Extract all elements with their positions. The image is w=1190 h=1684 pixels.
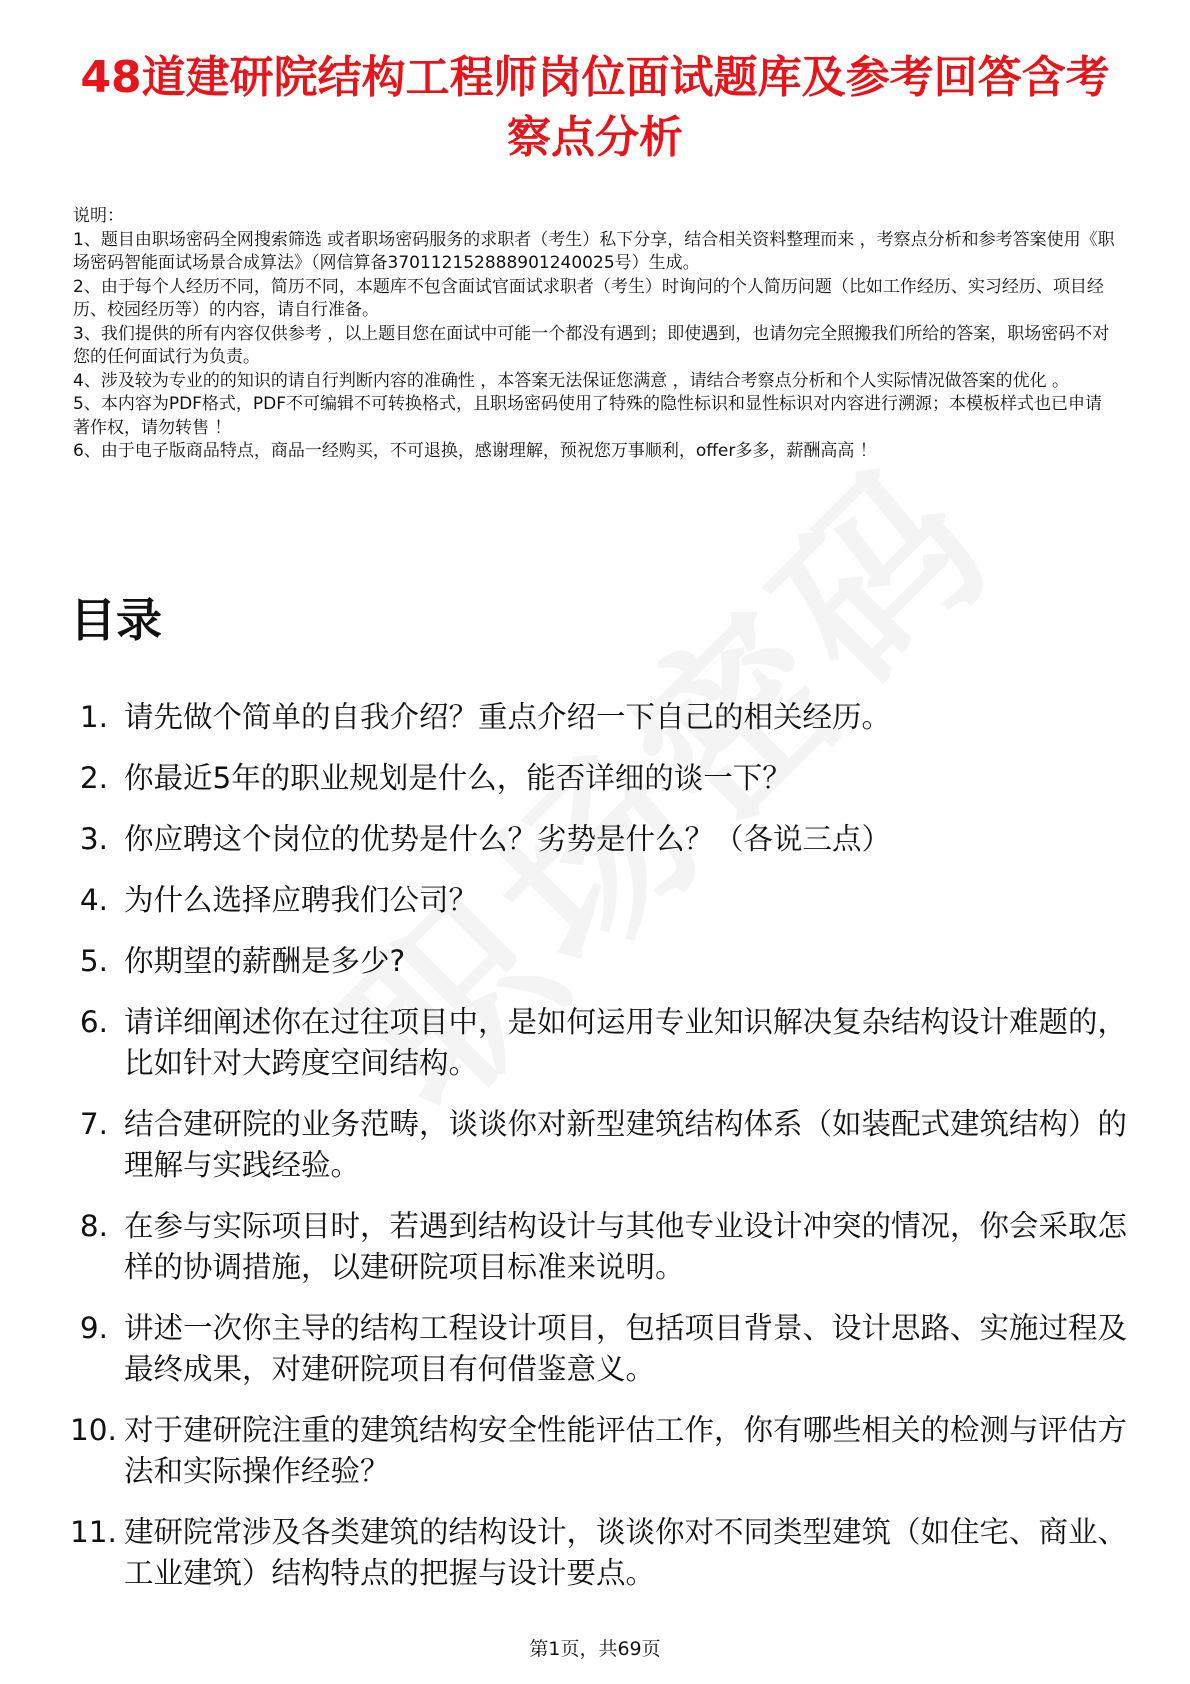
toc-item-text: 为什么选择应聘我们公司？ [124,883,479,917]
note-item: 3、我们提供的所有内容仅供参考 ，以上题目您在面试中可能一个都没有遇到；即使遇到，也请勿完全照搬我们所给的答案，职场密码不对您的任何面试行为负责。 [73,323,1110,367]
toc-item[interactable] [70,1206,1130,1288]
toc-item-number: 5. [79,944,108,978]
toc-item-text: 请先做个简单的自我介绍？重点介绍一下自己的相关经历。 [124,700,892,734]
toc-item-text: 你最近5年的职业规划是什么，能否详细的谈一下？ [124,761,792,795]
toc-item-number: 3. [79,822,108,856]
notes-section [73,205,1118,464]
toc-heading: 目录 [70,593,162,647]
toc-item[interactable] [70,1410,1130,1492]
toc-item-text: 请详细阐述你在过往项目中，是如何运用专业知识解决复杂结构设计难题的，比如针对大跨度空间结构。 [124,1005,1128,1080]
toc-item[interactable] [70,1002,1130,1084]
toc-item-text: 你应聘这个岗位的优势是什么？劣势是什么？（各说三点） [124,822,892,856]
toc-item[interactable] [70,880,1130,921]
toc-item[interactable] [70,819,1130,860]
page-footer: 第1页，共69页 [529,1638,661,1660]
toc-item[interactable] [70,1512,1130,1594]
note-item: 4、涉及较为专业的的知识的请自行判断内容的准确性 ，本答案无法保证您满意 ，请结合考察点分析和个人实际情况做答案的优化 。 [73,370,1070,391]
toc-item-number: 6. [79,1005,108,1039]
toc-item-number: 7. [79,1107,108,1141]
toc-item-text: 你期望的薪酬是多少? [124,944,406,978]
note-item: 1、题目由职场密码全网搜索筛选 或者职场密码服务的求职者（考生）私下分享，结合相关资料整理而来 ，考察点分析和参考答案使用《职场密码智能面试场景合成算法》（网信算备370112152888901240025号）生成。 [73,229,1115,273]
toc-item-text: 讲述一次你主导的结构工程设计项目，包括项目背景、设计思路、实施过程及最终成果，对建研院项目有何借鉴意义。 [124,1311,1128,1386]
toc-item[interactable] [70,941,1130,982]
toc-item[interactable] [70,758,1130,799]
note-item: 6、由于电子版商品特点，商品一经购买，不可退换，感谢理解，预祝您万事顺利，offer多多，薪酬高高 ！ [73,441,877,461]
toc-item-text: 在参与实际项目时，若遇到结构设计与其他专业设计冲突的情况，你会采取怎样的协调措施，以建研院项目标准来说明。 [124,1209,1128,1284]
document-title: 48道建研院结构工程师岗位面试题库及参考回答含考察点分析 [80,52,1110,163]
toc-item-number: 4. [79,883,108,917]
toc-item[interactable] [70,697,1130,738]
notes-heading: 说明： [73,206,124,226]
toc-item-number: 11. [70,1515,117,1549]
toc-item-number: 8. [79,1209,108,1243]
toc-item-number: 9. [79,1311,108,1345]
toc-item-text: 对于建研院注重的建筑结构安全性能评估工作，你有哪些相关的检测与评估方法和实际操作经验？ [124,1413,1128,1488]
toc-item-text: 结合建研院的业务范畴，谈谈你对新型建筑结构体系（如装配式建筑结构）的理解与实践经验。 [124,1107,1128,1182]
toc-item-number: 2. [79,761,108,795]
toc-list [70,697,1130,1614]
toc-item-text: 建研院常涉及各类建筑的结构设计，谈谈你对不同类型建筑（如住宅、商业、工业建筑）结构特点的把握与设计要点。 [124,1515,1128,1590]
toc-item-number: 10. [70,1413,117,1447]
note-item: 2、由于每个人经历不同，简历不同，本题库不包含面试官面试求职者（考生）时询问的个人简历问题（比如工作经历、实习经历、项目经历、校园经历等）的内容，请自行准备。 [73,276,1104,320]
toc-item[interactable] [70,1308,1130,1390]
note-item: 5、本内容为PDF格式，PDF不可编辑不可转换格式，且职场密码使用了特殊的隐性标识和显性标识对内容进行溯源；本模板样式也已申请著作权，请勿转售 ！ [73,394,1103,438]
toc-item-number: 1. [79,700,108,734]
toc-item[interactable] [70,1104,1130,1186]
